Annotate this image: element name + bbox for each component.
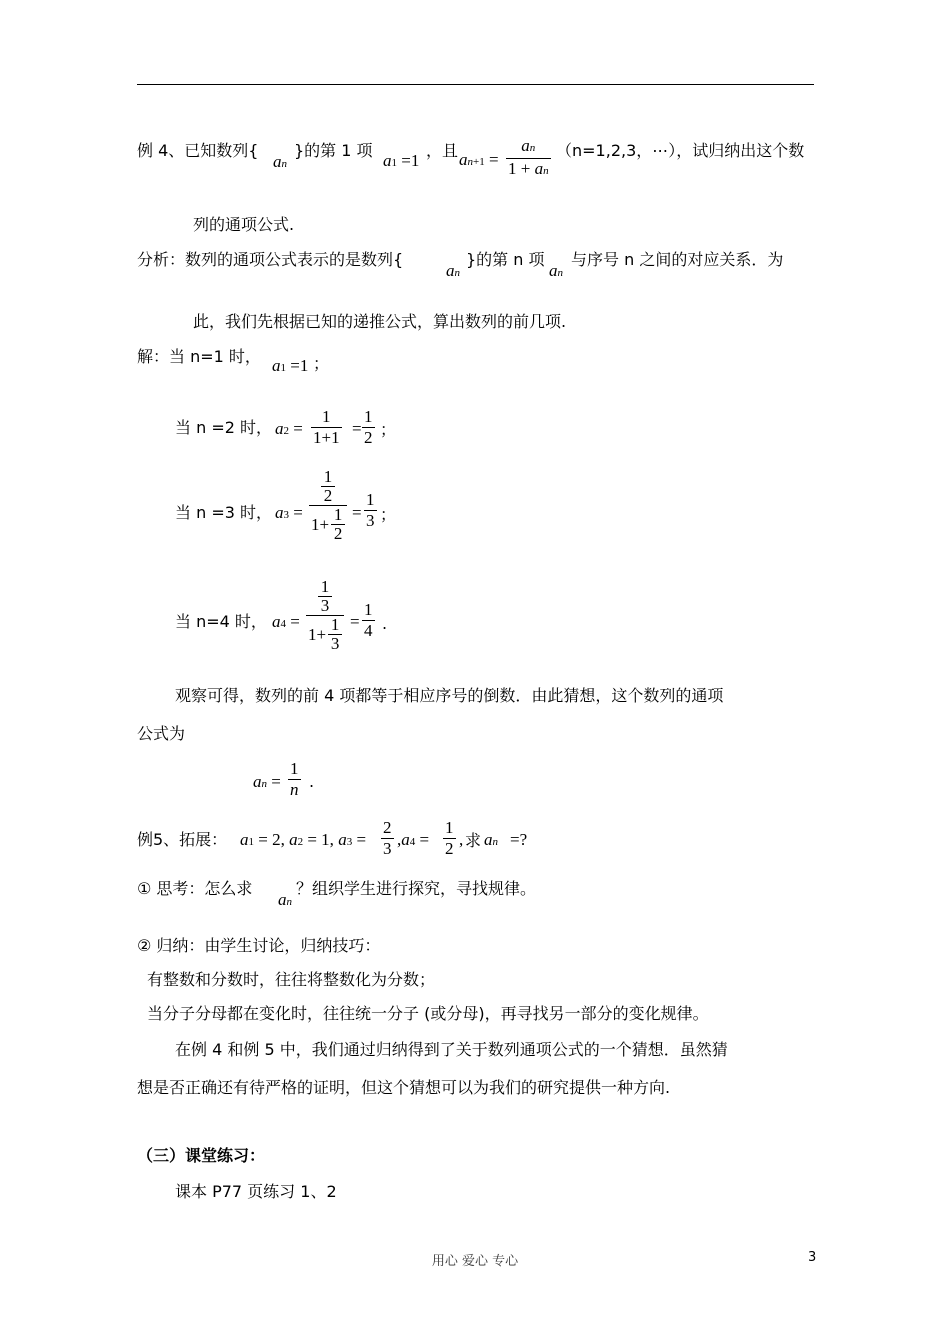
observation-line-2: 公式为 bbox=[137, 724, 186, 743]
math-a2: a2 = bbox=[275, 419, 303, 438]
page-number: 3 bbox=[808, 1250, 817, 1265]
summary-line-1: 在例 4 和例 5 中，我们通过归纳得到了关于数列通项公式的一个猜想．虽然猜 bbox=[175, 1040, 728, 1059]
math-recurrence-fraction: an 1 + an bbox=[508, 136, 549, 178]
induce-title: ② 归纳：由学生讨论，归纳技巧： bbox=[137, 936, 381, 955]
equals: = bbox=[350, 612, 360, 631]
analysis-text-1: 分析：数列的通项公式表示的是数列{ bbox=[137, 250, 404, 269]
semicolon: ； bbox=[313, 354, 330, 373]
analysis-text-cont: 此，我们先根据已知的递推公式，算出数列的前几项. bbox=[193, 312, 567, 331]
footer-motto: 用心 爱心 专心 bbox=[431, 1254, 519, 1269]
period: . bbox=[382, 614, 388, 633]
ex4-text-1: 例 4、已知数列{ bbox=[137, 141, 259, 160]
induce-tip-1: 有整数和分数时，往往将整数化为分数； bbox=[147, 970, 436, 989]
analysis-text-3: 与序号 n 之间的对应关系．为 bbox=[571, 250, 784, 269]
math-an-formula: an = bbox=[253, 772, 281, 791]
fraction-1-over-2: 1 2 bbox=[445, 818, 454, 858]
math-a4: ,a4 = bbox=[397, 830, 430, 849]
think-text-2: ？组织学生进行探究，寻找规律。 bbox=[296, 879, 537, 898]
math-ex5-terms: a1 = 2, a2 = 1, a3 = bbox=[240, 830, 367, 849]
fraction-nested-a4: 1 3 1+ 1 3 bbox=[306, 578, 344, 653]
fraction-1-over-3: 1 3 bbox=[366, 490, 375, 530]
period: . bbox=[309, 772, 315, 791]
ex5-label: 例5、拓展： bbox=[137, 830, 228, 849]
fraction-1-over-n: 1 n bbox=[290, 759, 299, 799]
equals: = bbox=[352, 503, 362, 522]
math-a3: a3 = bbox=[275, 503, 303, 522]
equals: = bbox=[352, 419, 362, 438]
analysis-text-2: }的第 n 项 bbox=[466, 250, 545, 269]
practice-text: 课本 P77 页练习 1、2 bbox=[175, 1182, 337, 1201]
ex4-text-4: （n=1,2,3，⋯），试归纳出这个数 bbox=[556, 141, 805, 160]
ex4-text-3: ，且 bbox=[426, 141, 459, 160]
solution-step-4: 当 n=4 时， bbox=[175, 612, 267, 631]
fraction-1-over-4: 1 4 bbox=[364, 600, 373, 640]
math-a1-eq-1: a1 =1 bbox=[383, 151, 420, 170]
observation-line-1: 观察可得，数列的前 4 项都等于相应序号的倒数．由此猜想，这个数列的通项 bbox=[175, 686, 724, 705]
fraction-1-over-1plus1: 1 1+1 bbox=[313, 407, 340, 447]
math-a1-eq-1: a1 =1 bbox=[272, 356, 309, 375]
math-a-n: an bbox=[549, 261, 563, 280]
fraction-2-over-3: 2 3 bbox=[383, 818, 392, 858]
solution-step-2: 当 n =2 时， bbox=[175, 418, 272, 437]
math-recurrence-lhs: an+1 = bbox=[459, 150, 499, 169]
math-a-n: an bbox=[446, 261, 460, 280]
practice-heading: （三）课堂练习： bbox=[137, 1146, 266, 1165]
ex5-question: =? bbox=[510, 830, 528, 849]
fraction-nested-a3: 1 2 1+ 1 2 bbox=[309, 468, 347, 543]
math-a-n: an bbox=[484, 830, 498, 849]
solution-step-1: 解：当 n=1 时， bbox=[137, 347, 261, 366]
semicolon: ； bbox=[380, 420, 397, 439]
ex4-text-cont: 列的通项公式. bbox=[193, 215, 295, 234]
solution-step-3: 当 n =3 时， bbox=[175, 503, 272, 522]
think-text-1: ① 思考：怎么求 bbox=[137, 879, 253, 898]
math-a-n: an bbox=[278, 890, 292, 909]
ex5-ask: 求 bbox=[465, 831, 482, 850]
induce-tip-2: 当分子分母都在变化时，往往统一分子 (或分母)，再寻找另一部分的变化规律。 bbox=[147, 1004, 709, 1023]
ex4-text-2: }的第 1 项 bbox=[294, 141, 373, 160]
summary-line-2: 想是否正确还有待严格的证明，但这个猜想可以为我们的研究提供一种方向. bbox=[137, 1078, 671, 1097]
math-a4: a4 = bbox=[272, 612, 300, 631]
semicolon: ； bbox=[380, 505, 397, 524]
math-a-n: an bbox=[273, 152, 287, 171]
header-rule bbox=[137, 84, 814, 85]
fraction-1-over-2: 1 2 bbox=[364, 407, 373, 447]
comma: , bbox=[459, 830, 464, 849]
